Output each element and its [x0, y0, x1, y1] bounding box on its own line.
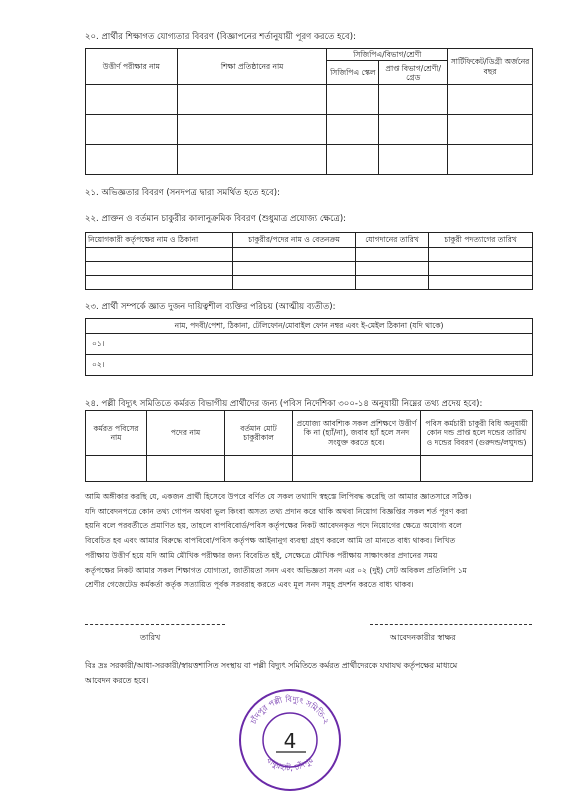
note-line: বিঃ দ্রঃ সরকারী/আধা-সরকারী/স্বায়ত্তশাসিত সংস্থায় বা পল্লী বিদ্যুৎ সমিতিতে কর্মরত প্রার্থীদেরকে যথাযথ কর্তৃপক্ষের মাধ্যমে	[85, 661, 458, 670]
col-institution: শিক্ষা প্রতিষ্ঠানের নাম	[177, 49, 327, 85]
note-line: আবেদন করতে হবে।	[85, 676, 149, 685]
declaration-line: পরীক্ষায় উত্তীর্ণ হয়ে যদি আমি মৌখিক পরীক্ষার জন্য বিবেচিত হই, সেক্ষেত্রে মৌখিক পরীক্ষায় সাক্ষাৎকার প্রদানের সময়	[85, 550, 438, 560]
table-row	[86, 456, 533, 482]
col-tenure: বর্তমান মোট চাকুরীকাল	[225, 411, 293, 456]
col-post-name: চাকুরীর/পদের নাম ও বেতনক্রম	[233, 233, 356, 248]
table-row	[86, 248, 533, 262]
col-penalty: পবিস কর্মচারী চাকুরী বিধি অনুযায়ী কোন দন্ড প্রাপ্ত হলে দন্ডের তারিখ ও দন্ডের বিবরণ (গুরুদন্ড/লঘুদন্ড)	[421, 411, 533, 456]
section-20-heading: ২০. প্রার্থীর শিক্ষাগত যোগ্যতার বিবরণ (বিজ্ঞাপনের শর্তানুযায়ী পূরণ করতে হবে):	[85, 32, 356, 42]
declaration-line: শ্রেণীর গেজেটেড কর্মকর্তা কর্তৃক সত্যায়িত পূর্বক সরবরাহ করতে এবং মূল সনদ সমূহ প্রদর্শন করতে বাধ্য থাকব।	[85, 580, 414, 590]
reference-row-2: ০২।	[86, 355, 533, 376]
pbs-employee-table	[85, 410, 533, 482]
col-post: পদের নাম	[147, 411, 225, 456]
table-row	[86, 276, 533, 290]
declaration-line: আমি অঙ্গীকার করছি যে, একজন প্রার্থী হিসেবে উপরে বর্ণিত যে সকল তথ্যাদি স্বহস্তে লিপিবদ্ধ করেছি তা আমার জ্ঞাতসারে সঠিক।	[85, 492, 472, 501]
section-22-heading: ২২. প্রাক্তন ও বর্তমান চাকুরীর কালানুক্রমিক বিবরণ (শুধুমাত্র প্রযোজ্য ক্ষেত্রে):	[85, 214, 347, 224]
col-obtained-grade: প্রাপ্ত বিভাগ/শ্রেণী/গ্রেড	[379, 61, 448, 85]
date-label: তারিখ	[140, 633, 161, 642]
declaration-text	[85, 490, 533, 593]
col-gpa-scale: সিজিপিএ স্কেল	[327, 61, 379, 85]
col-reference-details: নাম, পদবী/পেশা, ঠিকানা, টেলিফোন/মোবাইল ফোন নম্বর এবং ই-মেইল ঠিকানা (যদি থাকে)	[86, 319, 533, 334]
education-table	[85, 48, 533, 175]
svg-text:বাবুরহাট, চাঁদপুর	[264, 755, 315, 773]
declaration-line: কর্তৃপক্ষের নিকট আমার সকল শিক্ষাগত যোগ্যতা, জাতীয়তা সনদ এবং অভিজ্ঞতা সনদ এর ০২ (দুই) সেট অবিকল প্রতিলিপি ১ম	[85, 565, 467, 575]
seal-bottom-text: বাবুরহাট, চাঁদপুর	[264, 755, 316, 773]
declaration-line: হয়নি বলে পরবর্তীতে প্রমাণিত হয়, তাহলে বাপবিবোর্ড/পবিস কর্তৃপক্ষের নিকট আবেদনকৃত পদে নিয়োগের ক্ষেত্রে অযোগ্য বলে	[85, 521, 462, 531]
col-gpa-group: সিজিপিএ/বিভাগ/শ্রেণী	[327, 49, 448, 61]
reference-row-1: ০১।	[86, 334, 533, 355]
col-exam-name: উত্তীর্ণ পরীক্ষার নাম	[86, 49, 178, 85]
employment-table	[85, 232, 533, 290]
section-23-heading: ২৩. প্রার্থী সম্পর্কে জ্ঞাত দুজন দায়িত্বশীল ব্যক্তির পরিচয় (আত্মীয় ব্যতীত):	[85, 302, 336, 312]
table-row	[86, 262, 533, 276]
col-employer: নিয়োগকারী কর্তৃপক্ষের নাম ও ঠিকানা	[86, 233, 233, 248]
date-line	[85, 624, 225, 625]
table-row	[86, 145, 533, 175]
seal-signature-mark: 4	[283, 729, 297, 753]
note-text	[85, 658, 533, 688]
seal-top-text: চাঁদপুর পল্লী বিদ্যুৎ সমিতি-২	[248, 694, 332, 726]
col-pbs-name: কর্মরত পবিসের নাম	[86, 411, 147, 456]
organization-seal	[236, 686, 344, 794]
section-24-heading: ২৪. পল্লী বিদ্যুৎ সমিতিতে কর্মরত বিভাগীয় প্রার্থীদের জন্য (পবিস নির্দেশিকা ৩০০-১৪ অনুযায়ী নিম্নের তথ্য প্রদেয় হবে):	[85, 399, 483, 409]
col-join-date: যোগদানের তারিখ	[356, 233, 429, 248]
col-leave-date: চাকুরী পদত্যাগের তারিখ	[429, 233, 533, 248]
declaration-line: যদি আবেদনপত্রে কোন তথ্য গোপন অথবা ভুল কিংবা অসত্য তথ্য প্রদান করে থাকি অথবা নিয়োগ বিজ্ঞপ্তির সকল শর্ত পূরণ করা	[85, 506, 468, 516]
table-row	[86, 115, 533, 145]
section-21-heading: ২১. অভিজ্ঞতার বিবরণ (সনদপত্র দ্বারা সমর্থিত হতে হবে):	[85, 188, 280, 198]
col-training: প্রযোজ্য আবশ্যিক সকল প্রশিক্ষণে উত্তীর্ণ কি না (হ্যাঁ/না), জবাব হ্যাঁ হলে সনদ সংযুক্ত করতে হবে।	[293, 411, 421, 456]
signature-line	[370, 624, 532, 625]
col-cert-year: সার্টিফিকেট/ডিগ্রী অর্জনের বছর	[448, 49, 533, 85]
applicant-signature-label: আবেদনকারীর স্বাক্ষর	[390, 633, 456, 642]
table-row	[86, 85, 533, 115]
declaration-line: বিবেচিত হব এবং আমার বিরুদ্ধে বাপবিবো/পবিস কর্তৃপক্ষ আইনানুগ ব্যবস্থা গ্রহণ করলে আমি তা মানতে বাধ্য থাকব। লিখিত	[85, 536, 456, 546]
reference-table	[85, 318, 533, 376]
